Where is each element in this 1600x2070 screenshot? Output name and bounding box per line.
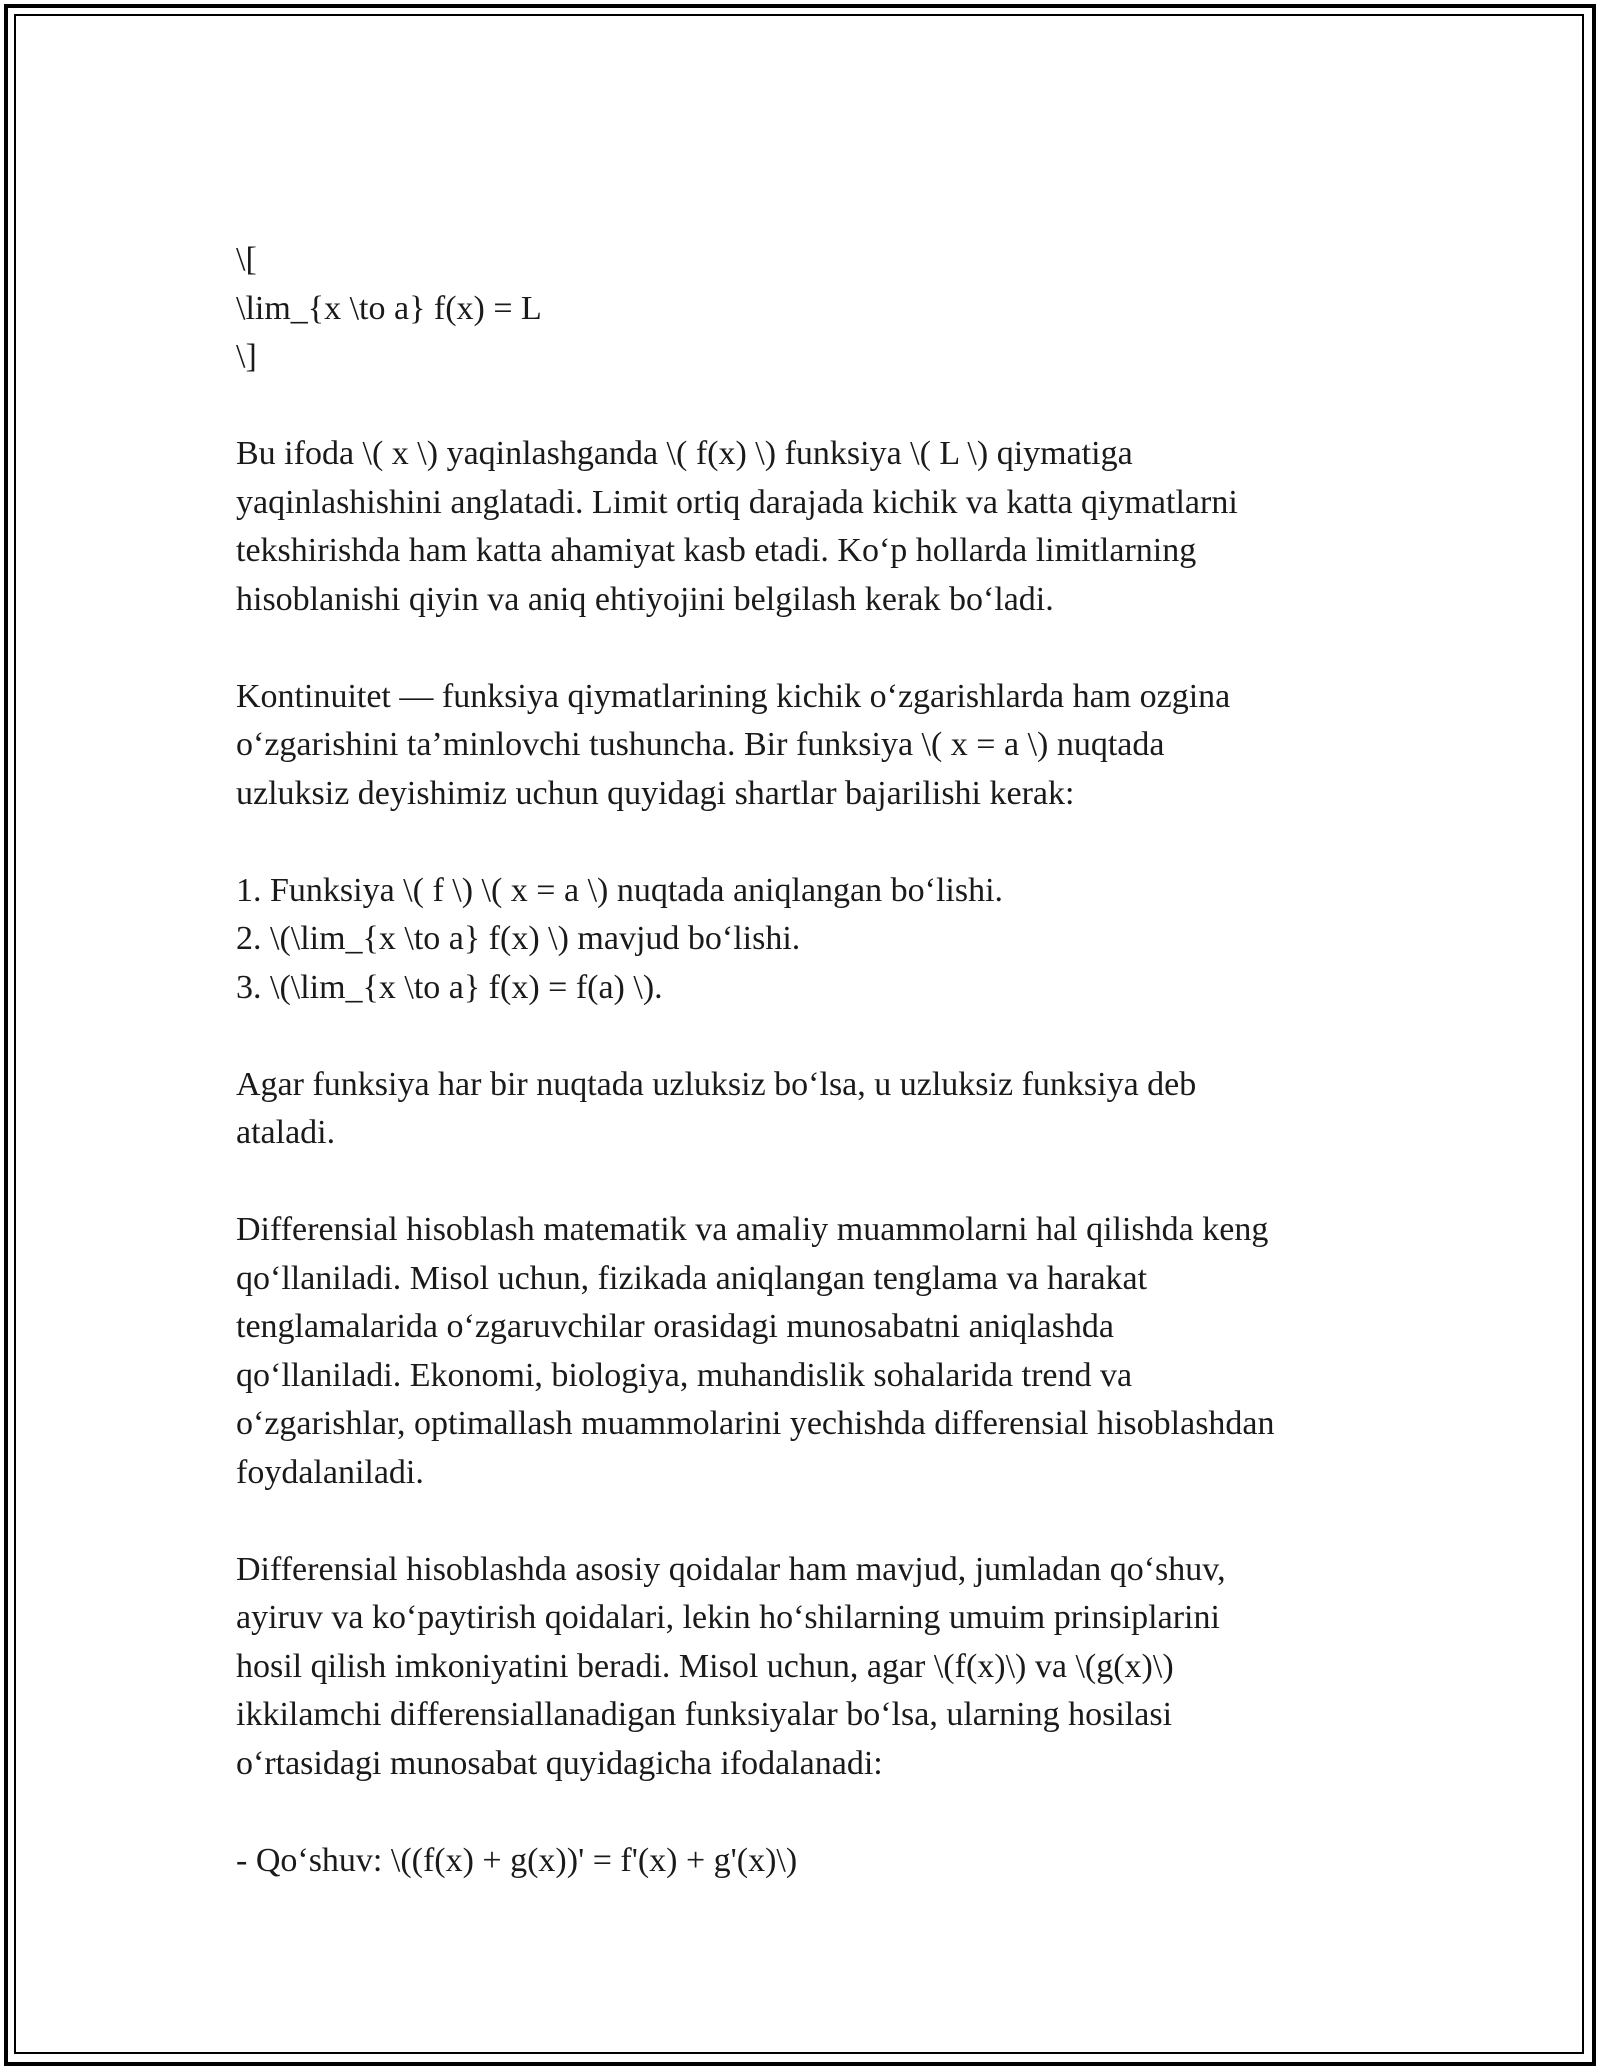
conditions-list xyxy=(236,867,1366,1013)
text-line: Kontinuitet — funksiya qiymatlarining kichik o‘zgarishlarda ham ozgina xyxy=(236,677,1231,715)
text-line: foydalaniladi. xyxy=(236,1453,424,1491)
text-line: uzluksiz deyishimiz uchun quyidagi shartlar bajarilishi kerak: xyxy=(236,774,1075,812)
text-line: o‘zgarishini ta’minlovchi tushuncha. Bir funksiya \( x = a \) nuqtada xyxy=(236,726,1165,763)
text-line: o‘rtasidagi munosabat quyidagicha ifodalanadi: xyxy=(236,1744,883,1782)
paragraph-gap xyxy=(236,1158,1366,1207)
text-line: \] xyxy=(236,338,257,375)
list-item: 2. \(\lim_{x \to a} f(x) \) mavjud bo‘lishi. xyxy=(236,920,801,957)
paragraph-limit-meaning xyxy=(236,430,1366,624)
paragraph-continuity xyxy=(236,673,1366,819)
text-line: Differensial hisoblashda asosiy qoidalar ham mavjud, jumladan qo‘shuv, xyxy=(236,1550,1226,1588)
text-line: yaqinlashishini anglatadi. Limit ortiq darajada kichik va katta qiymatlarni xyxy=(236,483,1238,521)
paragraph-gap xyxy=(236,382,1366,431)
document-page xyxy=(236,236,1366,1885)
paragraph-continuous-function xyxy=(236,1061,1366,1158)
text-line: - Qo‘shuv: \((f(x) + g(x))' = f'(x) + g'(x)\) xyxy=(236,1841,798,1879)
text-line: ayiruv va ko‘paytirish qoidalari, lekin ho‘shilarning umuim prinsiplarini xyxy=(236,1599,1220,1636)
text-line: tekshirishda ham katta ahamiyat kasb etadi. Ko‘p hollarda limitlarning xyxy=(236,532,1197,569)
paragraph-gap xyxy=(236,818,1366,867)
text-line: Agar funksiya har bir nuqtada uzluksiz bo‘lsa, u uzluksiz funksiya deb xyxy=(236,1065,1197,1103)
paragraph-applications xyxy=(236,1206,1366,1497)
text-line: hisoblanishi qiyin va aniq ehtiyojini belgilash kerak bo‘ladi. xyxy=(236,580,1054,618)
paragraph-rules xyxy=(236,1546,1366,1789)
text-line: \[ xyxy=(236,241,257,278)
text-line: ikkilamchi differensiallanadigan funksiyalar bo‘lsa, ularning hosilasi xyxy=(236,1696,1173,1733)
list-item: 3. \(\lim_{x \to a} f(x) = f(a) \). xyxy=(236,968,663,1006)
text-line: hosil qilish imkoniyatini beradi. Misol uchun, agar \(f(x)\) va \(g(x)\) xyxy=(236,1647,1174,1685)
text-line: Differensial hisoblash matematik va amaliy muammolarni hal qilishda keng xyxy=(236,1211,1269,1248)
list-item: 1. Funksiya \( f \) \( x = a \) nuqtada aniqlangan bo‘lishi. xyxy=(236,871,1004,909)
sum-rule xyxy=(236,1837,1366,1886)
paragraph-gap xyxy=(236,1497,1366,1546)
paragraph-gap xyxy=(236,624,1366,673)
text-line: tenglamalarida o‘zgaruvchilar orasidagi munosabatni aniqlashda xyxy=(236,1308,1115,1345)
text-line: \lim_{x \to a} f(x) = L xyxy=(236,289,542,327)
paragraph-gap xyxy=(236,1788,1366,1837)
text-line: o‘zgarishlar, optimallash muammolarini yechishda differensial hisoblashdan xyxy=(236,1405,1275,1442)
text-line: ataladi. xyxy=(236,1114,336,1151)
text-line: Bu ifoda \( x \) yaqinlashganda \( f(x) \) funksiya \( L \) qiymatiga xyxy=(236,435,1133,472)
paragraph-gap xyxy=(236,1012,1366,1061)
text-line: qo‘llaniladi. Ekonomi, biologiya, muhandislik sohalarida trend va xyxy=(236,1356,1133,1394)
display-formula xyxy=(236,236,1366,382)
text-line: qo‘llaniladi. Misol uchun, fizikada aniqlangan tenglama va harakat xyxy=(236,1259,1148,1297)
